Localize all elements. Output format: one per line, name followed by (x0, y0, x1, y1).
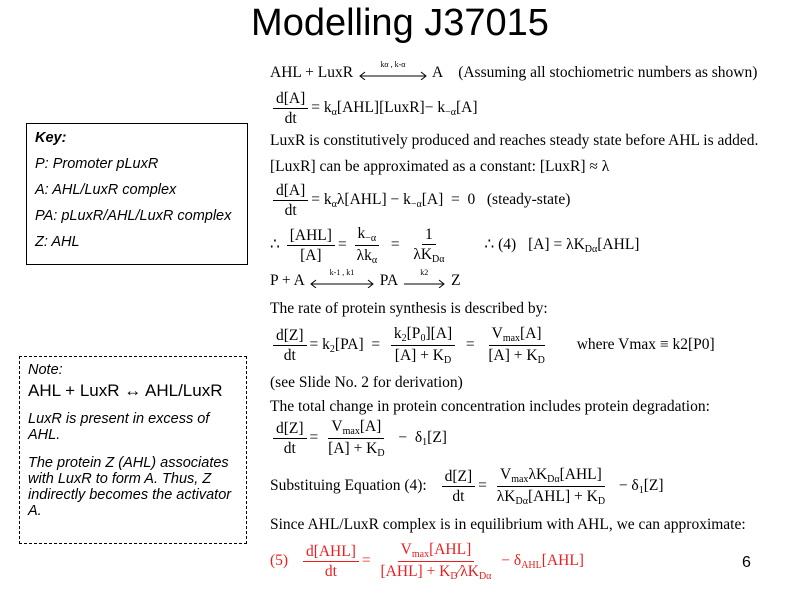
steady-state-label: (steady-state) (486, 191, 571, 209)
note-paragraph: The protein Z (AHL) associates with LuxR to form A. Thus, Z indirectly becomes the activator A. (28, 455, 232, 519)
degradation-equation: $\frac{d[Z]}{dt}$ = $\frac{V_{max}[A]}{[A] + K_D}$ − $\delta_1[Z]$ (270, 418, 447, 459)
text-total-change: The total change in protein concentration includes protein degradation: (270, 398, 710, 415)
equilibrium-arrow-icon (308, 268, 376, 288)
rate-constants: kα , k-α (380, 60, 406, 70)
key-item: PA: pLuxR/AHL/LuxR complex (35, 208, 232, 224)
ratio-equation: ∴ $\frac{\text{[AHL]}}{[A]}$ = $\frac{k_{-\alpha}}{\lambda k_\alpha}$ = $\frac{1}{\lambda K_{D\alpha}}$ ∴ (4) $[A] = \lambda K_{D\alpha}[AHL]$ (270, 225, 640, 266)
reaction-2-right: Z (451, 272, 461, 289)
see-slide: (see Slide No. 2 for derivation) (270, 374, 463, 391)
eq5-label: (5) (270, 552, 289, 570)
reaction-1 (270, 60, 758, 82)
equilibrium-arrow-icon (357, 60, 429, 80)
rate-constants: k-1 , k1 (329, 268, 355, 278)
eq4-label: ∴ (4) (484, 236, 517, 254)
note-reaction: AHL + LuxR ↔ AHL/LuxR (28, 381, 223, 400)
reaction-2 (270, 268, 461, 290)
text-luxr-steady: LuxR is constitutively produced and reaches steady state before AHL is added. (270, 132, 759, 149)
key-item: P: Promoter pLuxR (35, 156, 159, 172)
reaction-2-mid: PA (379, 272, 398, 289)
reaction-1-note: (Assuming all stochiometric numbers as shown) (458, 64, 758, 81)
note-box (19, 356, 247, 544)
key-item: Z: AHL (35, 234, 80, 250)
rate-constant: k2 (420, 268, 429, 278)
reaction-2-left: P + A (270, 272, 305, 289)
page-number: 6 (742, 554, 751, 571)
where-vmax: where Vmax ≡ k2[P0] (576, 336, 715, 354)
substituted-equation: Substituing Equation (4): $\frac{d[Z]}{dt}$ = $\frac{V_{max}\lambda K_{D\alpha}[AHL]}{\lambda K_{D\alpha}[AHL] + K_D}$ − $\delta_1[Z]$ (270, 466, 664, 507)
key-heading: Key: (35, 130, 67, 146)
reaction-1-right: A (431, 64, 443, 81)
rate-equation-a: $\frac{d[A]}{dt}$ = $k_\alpha[AHL][LuxR]- k_{-\alpha}[A]$ (270, 90, 478, 127)
key-item: A: AHL/LuxR complex (35, 182, 177, 198)
steady-state-equation: $\frac{d[A]}{dt}$ = $k_\alpha\lambda[AHL] - k_{-\alpha}[A] = 0$ (steady-state) (270, 182, 570, 219)
text-luxr-const: [LuxR] can be approximated as a constant: [LuxR] ≈ λ (270, 158, 610, 175)
substituting-label: Substituing Equation (4): (270, 477, 427, 495)
text-rate-protein: The rate of protein synthesis is described by: (270, 300, 548, 317)
forward-arrow-icon (401, 268, 447, 288)
synthesis-equation: $\frac{d[Z]}{dt}$ = $k_2[PA]$ = $\frac{k_2[P_0][A]}{[A] + K_D}$ = $\frac{V_{max}[A]}{[A] + K_D}$ where Vmax ≡ k2[P0] (270, 325, 715, 366)
note-paragraph: LuxR is present in excess of AHL. (28, 411, 210, 443)
reaction-1-left: AHL + LuxR (270, 64, 354, 81)
key-box (26, 123, 248, 265)
since-text: Since AHL/LuxR complex is in equilibrium with AHL, we can approximate: (270, 516, 746, 533)
equation-5: (5) $\frac{\text{d[AHL]}}{dt}$ = $\frac{V_{max}[AHL]}{[AHL] + K_D⁄\lambda K_{D\alpha}}$ − $\delta_{AHL}[AHL]$ (270, 541, 584, 582)
slide-title: Modelling J37015 (251, 2, 549, 44)
note-heading: Note: (28, 362, 63, 378)
